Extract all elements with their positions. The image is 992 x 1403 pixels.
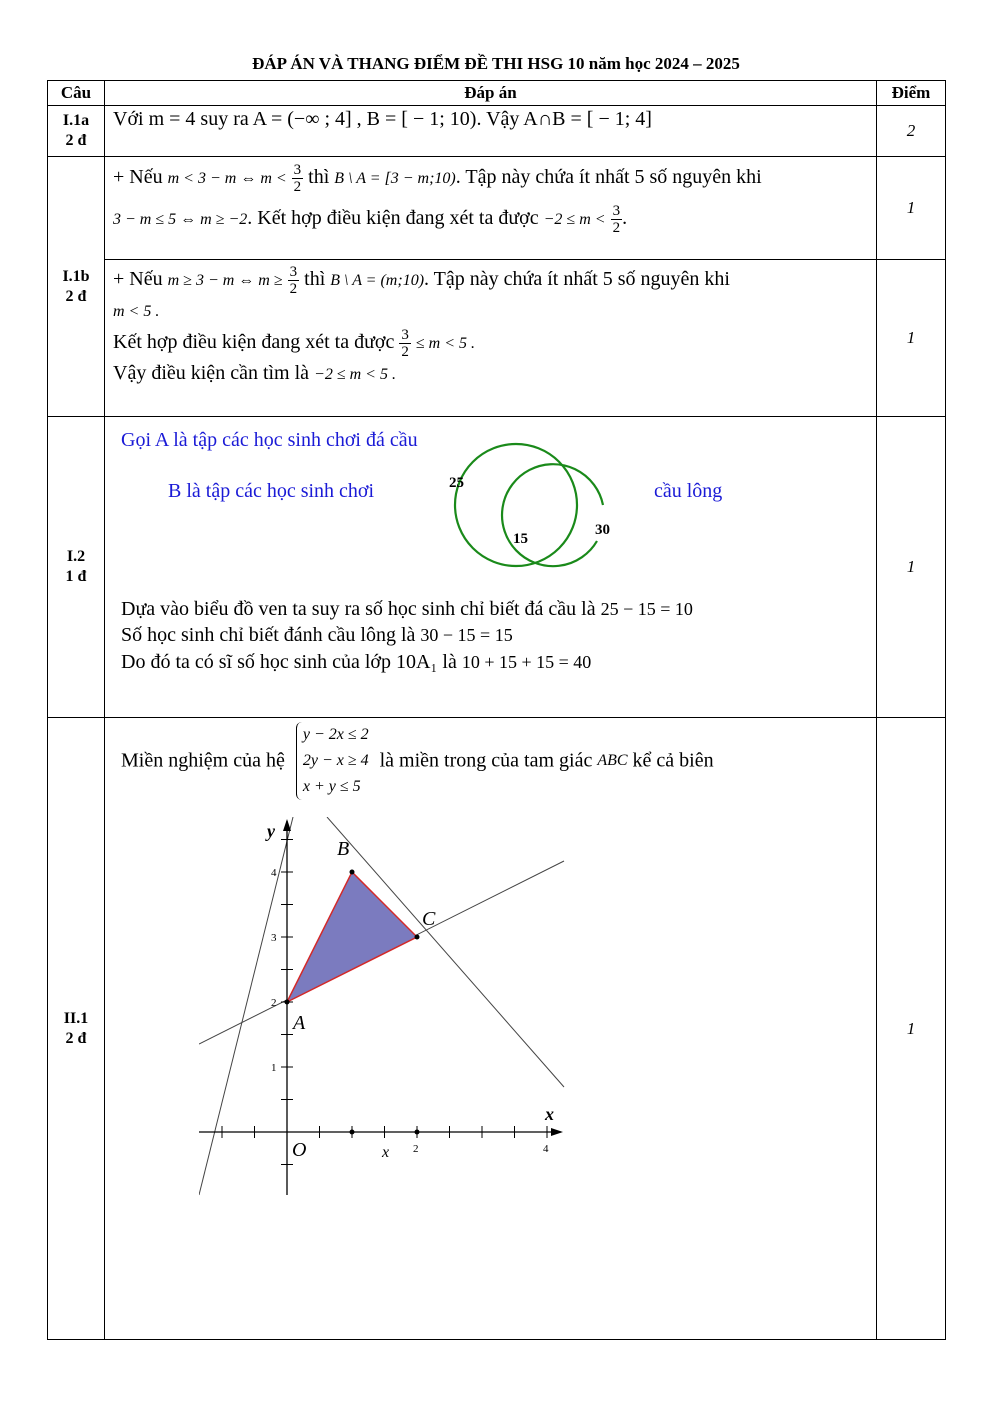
- header-diem: Điểm: [877, 81, 946, 106]
- label-b: B: [337, 838, 350, 860]
- fraction: $\frac{3}{2}$: [293, 162, 302, 195]
- answer-i1b-part1: + Nếu m < 3 − m ⇔ m < $\frac{3}{2}$ thì B \ A = [3 − m;10). Tập này chứa ít nhất 5 số nguyên khi 3 − m ≤ 5 ⇔ m ≥ −2. Kết hợp điều kiện đang xét ta được −2 ≤ m < $\frac{3}{2}$ .: [105, 157, 877, 260]
- score-i1a: 2: [877, 106, 946, 157]
- table-header-row: [48, 81, 946, 106]
- table-row-i2: [48, 417, 946, 718]
- y-axis-label: y: [267, 821, 275, 841]
- label-origin: O: [292, 1139, 307, 1161]
- venn-label-both: 15: [513, 531, 528, 547]
- conclusion-1: Dựa vào biểu đồ ven ta suy ra số học sinh chỉ biết đá cầu là: [121, 598, 601, 620]
- y-tick-4: 4: [271, 867, 277, 879]
- score-i1b-part2: 1: [877, 260, 946, 417]
- point-c: [415, 935, 420, 940]
- point-b: [350, 870, 355, 875]
- x-under-label: x: [382, 1144, 390, 1161]
- line-y-2x-2: [199, 817, 293, 1195]
- venn-circle-a: [455, 444, 577, 566]
- conclusion-2: Số học sinh chỉ biết đánh cầu lông là: [121, 624, 421, 646]
- score-i2: 1: [877, 417, 946, 718]
- score-i1b-part1: 1: [877, 157, 946, 260]
- x-axis-label: x: [545, 1104, 554, 1124]
- table-row-i1b-part1: [48, 157, 946, 260]
- question-label-i2: I.2 1 đ: [48, 417, 105, 718]
- answer-i2: Gọi A là tập các học sinh chơi đá cầu B là tập các học sinh chơi cầu lông 25 15 30 Dựa vào biểu đồ ven ta suy ra số học sinh chỉ biết đá cầu là 25 − 15 = 10 Số học sinh chỉ biết đánh cầu lông là 30 − 15 = 15 Do đó ta có sĩ số học sinh của lớp 10A₁ là 10 + 15 + 15 = 40: [105, 417, 877, 718]
- venn-diagram: [433, 441, 623, 571]
- label-a: A: [293, 1012, 306, 1034]
- x-tick-2: 2: [413, 1143, 419, 1155]
- header-dap-an: Đáp án: [105, 81, 877, 106]
- page-title: ĐÁP ÁN VÀ THANG ĐIỂM ĐỀ THI HSG 10 năm học 2024 – 2025: [252, 54, 740, 73]
- point-a: [285, 1000, 290, 1005]
- table-row-i1a: [48, 106, 946, 157]
- question-label-i1a: I.1a 2 đ: [48, 106, 105, 157]
- answer-i1a: Với m = 4 suy ra A = (−∞ ; 4] , B = [ − 1; 10). Vậy A∩B = [ − 1; 4]: [105, 106, 877, 157]
- y-tick-3: 3: [271, 932, 277, 944]
- venn-circle-b: [502, 464, 603, 566]
- header-cau: Câu: [48, 81, 105, 106]
- table-row-i1b-part2: [48, 260, 946, 417]
- question-label-ii1: II.1 2 đ: [48, 718, 105, 1340]
- y-tick-1: 1: [271, 1062, 277, 1074]
- y-axis-arrow: [283, 819, 291, 831]
- feasible-region: [287, 872, 417, 1002]
- fraction: $\frac{3}{2}$: [401, 327, 409, 360]
- fraction: $\frac{3}{2}$: [289, 264, 298, 297]
- table-row-ii1: [48, 718, 946, 1340]
- answer-table: [47, 80, 946, 1340]
- x-tick-4: 4: [543, 1143, 549, 1155]
- x-axis-dot-2: [415, 1130, 420, 1135]
- inequality-system: y − 2x ≤ 2 2y − x ≥ 4 x + y ≤ 5: [296, 722, 369, 800]
- conclusion-3: Do đó ta có sĩ số học sinh của lớp 10A₁ là: [121, 651, 462, 673]
- fraction: $\frac{3}{2}$: [612, 203, 621, 236]
- score-ii1: 1: [877, 718, 946, 1340]
- x-axis-dot: [350, 1130, 355, 1135]
- venn-label-a-only: 25: [449, 475, 464, 491]
- label-c: C: [422, 908, 436, 930]
- venn-label-b-only: 30: [595, 522, 610, 538]
- answer-ii1: Miền nghiệm của hệ y − 2x ≤ 2 2y − x ≥ 4 x + y ≤ 5 là miền trong của tam giác ABC kể cả biên B C A O y x x 2 4 1 2 3 4: [105, 718, 877, 1340]
- x-axis-arrow: [551, 1128, 563, 1136]
- question-label-i1b: I.1b 2 đ: [48, 157, 105, 417]
- y-tick-2: 2: [271, 997, 277, 1009]
- feasible-region-graph: [199, 817, 569, 1202]
- answer-i1b-part2: + Nếu m ≥ 3 − m ⇔ m ≥ $\frac{3}{2}$ thì B \ A = (m;10). Tập này chứa ít nhất 5 số nguyên khi m < 5 . Kết hợp điều kiện đang xét ta được $\frac{3}{2}$ ≤ m < 5 . Vậy điều kiện cần tìm là −2 ≤ m < 5 .: [105, 260, 877, 417]
